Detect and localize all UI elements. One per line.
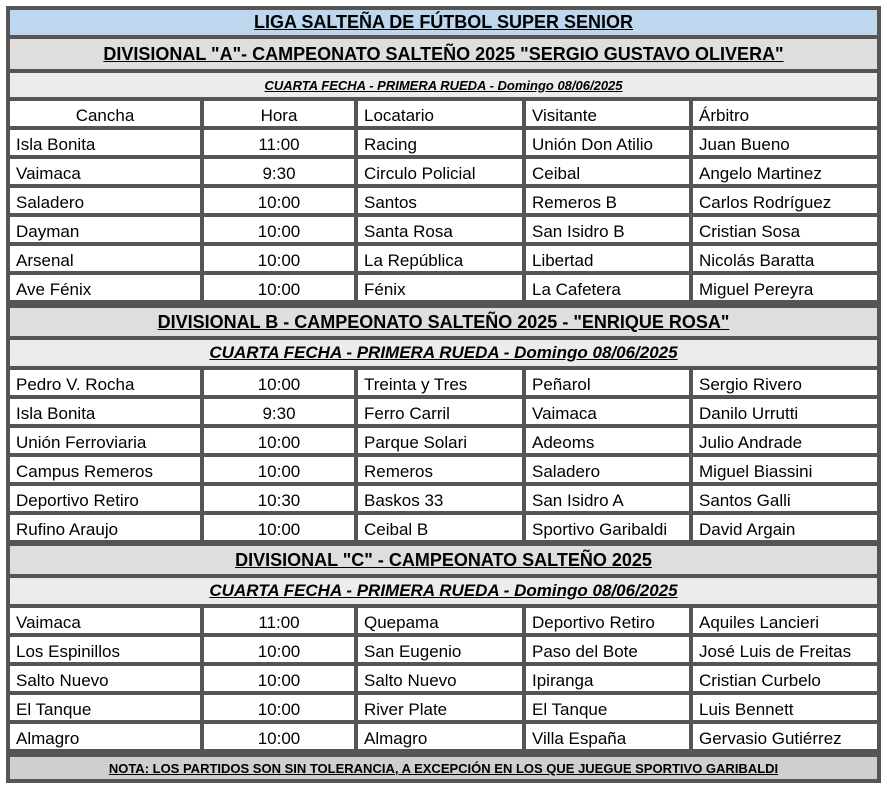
table-row xyxy=(10,428,877,453)
arbitro-cell: José Luis de Freitas xyxy=(693,637,877,662)
cancha-cell: Arsenal xyxy=(10,246,200,271)
table-row xyxy=(10,370,877,395)
cancha-cell: Unión Ferroviaria xyxy=(10,428,200,453)
visitante-cell: Remeros B xyxy=(526,188,689,213)
visitante-cell: San Isidro B xyxy=(526,217,689,242)
arbitro-cell: Carlos Rodríguez xyxy=(693,188,877,213)
locatario-cell: Ferro Carril xyxy=(358,399,522,424)
hora-cell: 10:00 xyxy=(204,515,354,540)
locatario-cell: Racing xyxy=(358,130,522,155)
hora-cell: 10:00 xyxy=(204,666,354,691)
division-a-heading: DIVISIONAL "A"- CAMPEONATO SALTEÑO 2025 "SERGIO GUSTAVO OLIVERA" xyxy=(10,39,877,69)
tolerance-note: NOTA: LOS PARTIDOS SON SIN TOLERANCIA, A EXCEPCIÓN EN LOS QUE JUEGUE SPORTIVO GARIBALDI xyxy=(10,757,877,779)
arbitro-cell: Sergio Rivero xyxy=(693,370,877,395)
table-row xyxy=(10,275,877,300)
table-row xyxy=(10,666,877,691)
visitante-cell: Paso del Bote xyxy=(526,637,689,662)
cancha-cell: Deportivo Retiro xyxy=(10,486,200,511)
division-b-fecha: CUARTA FECHA - PRIMERA RUEDA - Domingo 08/06/2025 xyxy=(10,340,877,366)
arbitro-cell: Cristian Sosa xyxy=(693,217,877,242)
header-locatario: Locatario xyxy=(358,101,522,126)
cancha-cell: Dayman xyxy=(10,217,200,242)
visitante-cell: Unión Don Atilio xyxy=(526,130,689,155)
locatario-cell: Baskos 33 xyxy=(358,486,522,511)
arbitro-cell: Julio Andrade xyxy=(693,428,877,453)
locatario-cell: Santa Rosa xyxy=(358,217,522,242)
locatario-cell: San Eugenio xyxy=(358,637,522,662)
table-row xyxy=(10,724,877,749)
table-row xyxy=(10,217,877,242)
hora-cell: 10:00 xyxy=(204,695,354,720)
league-title: LIGA SALTEÑA DE FÚTBOL SUPER SENIOR xyxy=(10,10,877,35)
cancha-cell: Isla Bonita xyxy=(10,130,200,155)
hora-cell: 10:30 xyxy=(204,486,354,511)
table-row xyxy=(10,130,877,155)
table-row xyxy=(10,159,877,184)
visitante-cell: Saladero xyxy=(526,457,689,482)
cancha-cell: Vaimaca xyxy=(10,159,200,184)
hora-cell: 10:00 xyxy=(204,188,354,213)
cancha-cell: Los Espinillos xyxy=(10,637,200,662)
table-row xyxy=(10,457,877,482)
table-row xyxy=(10,608,877,633)
visitante-cell: Deportivo Retiro xyxy=(526,608,689,633)
hora-cell: 10:00 xyxy=(204,428,354,453)
hora-cell: 9:30 xyxy=(204,159,354,184)
arbitro-cell: Angelo Martinez xyxy=(693,159,877,184)
arbitro-cell: Cristian Curbelo xyxy=(693,666,877,691)
cancha-cell: Salto Nuevo xyxy=(10,666,200,691)
locatario-cell: Santos xyxy=(358,188,522,213)
locatario-cell: Quepama xyxy=(358,608,522,633)
header-hora: Hora xyxy=(204,101,354,126)
hora-cell: 10:00 xyxy=(204,246,354,271)
locatario-cell: La República xyxy=(358,246,522,271)
header-visitante: Visitante xyxy=(526,101,689,126)
arbitro-cell: Miguel Pereyra xyxy=(693,275,877,300)
locatario-cell: Parque Solari xyxy=(358,428,522,453)
visitante-cell: Vaimaca xyxy=(526,399,689,424)
locatario-cell: Salto Nuevo xyxy=(358,666,522,691)
division-c-fecha: CUARTA FECHA - PRIMERA RUEDA - Domingo 08/06/2025 xyxy=(10,578,877,604)
arbitro-cell: Miguel Biassini xyxy=(693,457,877,482)
visitante-cell: Adeoms xyxy=(526,428,689,453)
hora-cell: 11:00 xyxy=(204,130,354,155)
table-row xyxy=(10,695,877,720)
table-row xyxy=(10,399,877,424)
cancha-cell: Saladero xyxy=(10,188,200,213)
arbitro-cell: Nicolás Baratta xyxy=(693,246,877,271)
arbitro-cell: Aquiles Lancieri xyxy=(693,608,877,633)
visitante-cell: Peñarol xyxy=(526,370,689,395)
locatario-cell: Treinta y Tres xyxy=(358,370,522,395)
locatario-cell: Ceibal B xyxy=(358,515,522,540)
arbitro-cell: Luis Bennett xyxy=(693,695,877,720)
table-row xyxy=(10,486,877,511)
visitante-cell: Libertad xyxy=(526,246,689,271)
cancha-cell: El Tanque xyxy=(10,695,200,720)
visitante-cell: El Tanque xyxy=(526,695,689,720)
header-arbitro: Árbitro xyxy=(693,101,877,126)
header-cancha: Cancha xyxy=(10,101,200,126)
cancha-cell: Vaimaca xyxy=(10,608,200,633)
column-header-row xyxy=(10,101,877,126)
cancha-cell: Ave Fénix xyxy=(10,275,200,300)
hora-cell: 9:30 xyxy=(204,399,354,424)
arbitro-cell: Danilo Urrutti xyxy=(693,399,877,424)
table-row xyxy=(10,246,877,271)
arbitro-cell: Juan Bueno xyxy=(693,130,877,155)
hora-cell: 10:00 xyxy=(204,724,354,749)
locatario-cell: Remeros xyxy=(358,457,522,482)
arbitro-cell: David Argain xyxy=(693,515,877,540)
locatario-cell: Circulo Policial xyxy=(358,159,522,184)
locatario-cell: Fénix xyxy=(358,275,522,300)
visitante-cell: Villa España xyxy=(526,724,689,749)
fixture-sheet xyxy=(6,6,881,783)
hora-cell: 10:00 xyxy=(204,370,354,395)
arbitro-cell: Gervasio Gutiérrez xyxy=(693,724,877,749)
hora-cell: 10:00 xyxy=(204,637,354,662)
visitante-cell: La Cafetera xyxy=(526,275,689,300)
cancha-cell: Almagro xyxy=(10,724,200,749)
hora-cell: 10:00 xyxy=(204,275,354,300)
table-row xyxy=(10,637,877,662)
cancha-cell: Pedro V. Rocha xyxy=(10,370,200,395)
locatario-cell: Almagro xyxy=(358,724,522,749)
hora-cell: 10:00 xyxy=(204,457,354,482)
visitante-cell: Ipiranga xyxy=(526,666,689,691)
cancha-cell: Campus Remeros xyxy=(10,457,200,482)
hora-cell: 10:00 xyxy=(204,217,354,242)
cancha-cell: Isla Bonita xyxy=(10,399,200,424)
arbitro-cell: Santos Galli xyxy=(693,486,877,511)
table-row xyxy=(10,515,877,540)
visitante-cell: Ceibal xyxy=(526,159,689,184)
visitante-cell: Sportivo Garibaldi xyxy=(526,515,689,540)
cancha-cell: Rufino Araujo xyxy=(10,515,200,540)
division-c-heading: DIVISIONAL "C" - CAMPEONATO SALTEÑO 2025 xyxy=(10,546,877,574)
division-a-fecha: CUARTA FECHA - PRIMERA RUEDA - Domingo 08/06/2025 xyxy=(10,73,877,97)
table-row xyxy=(10,188,877,213)
division-b-heading: DIVISIONAL B - CAMPEONATO SALTEÑO 2025 - "ENRIQUE ROSA" xyxy=(10,308,877,336)
visitante-cell: San Isidro A xyxy=(526,486,689,511)
locatario-cell: River Plate xyxy=(358,695,522,720)
hora-cell: 11:00 xyxy=(204,608,354,633)
